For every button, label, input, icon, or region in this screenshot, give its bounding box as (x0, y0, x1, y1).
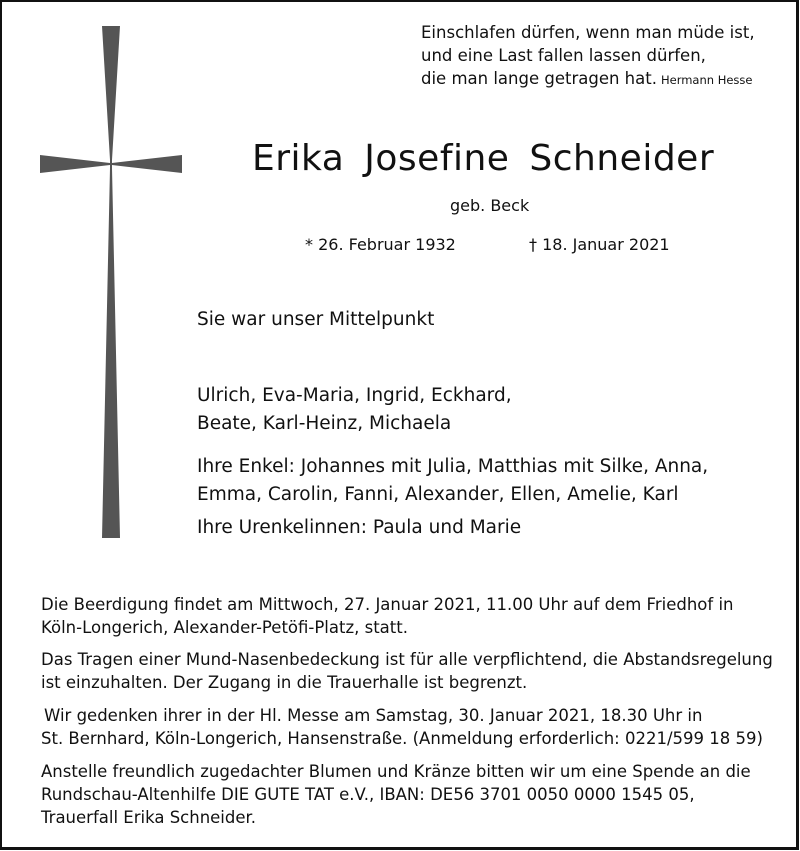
children-line: Beate, Karl-Heinz, Michaela (197, 413, 452, 434)
mask-line: ist einzuhalten. Der Zugang in die Trauerhalle ist begrenzt. (41, 673, 528, 692)
children-line: Ulrich, Eva-Maria, Ingrid, Eckhard, (197, 385, 512, 406)
quote-block (421, 21, 755, 92)
cross-icon (40, 26, 184, 538)
children-list (197, 382, 512, 438)
quote-line: Einschlafen dürfen, wenn man müde ist, (421, 23, 755, 42)
donation-line: Anstelle freundlich zugedachter Blumen und Kränze bitten wir um eine Spende an die (41, 762, 751, 781)
funeral-line: Köln-Longerich, Alexander-Petöfi-Platz, statt. (41, 618, 408, 637)
funeral-notice (41, 593, 734, 639)
donation-line: Trauerfall Erika Schneider. (41, 808, 257, 827)
mass-line: St. Bernhard, Köln-Longerich, Hansenstraße. (Anmeldung erforderlich: 0221/599 18 59) (41, 729, 763, 748)
donation-notice (41, 760, 751, 829)
birth-date: * 26. Februar 1932 (305, 235, 456, 254)
birth-name: geb. Beck (450, 196, 530, 215)
donation-line: Rundschau-Altenhilfe DIE GUTE TAT e.V., IBAN: DE56 3701 0050 0000 1545 05, (41, 785, 695, 804)
quote-line: und eine Last fallen lassen dürfen, (421, 46, 706, 65)
mask-line: Das Tragen einer Mund-Nasenbedeckung ist für alle verpflichtend, die Abstandsregelung (41, 650, 773, 669)
great-grandchildren: Ihre Urenkelinnen: Paula und Marie (197, 517, 522, 538)
grandchildren-line: Emma, Carolin, Fanni, Alexander, Ellen, Amelie, Karl (197, 484, 679, 505)
mass-line: Wir gedenken ihrer in der Hl. Messe am Samstag, 30. Januar 2021, 18.30 Uhr in (44, 706, 703, 725)
quote-line: die man lange getragen hat. (421, 69, 657, 88)
grandchildren-list (197, 453, 708, 509)
deceased-name: Erika Josefine Schneider (252, 138, 715, 179)
quote-author: Hermann Hesse (660, 73, 753, 87)
funeral-line: Die Beerdigung findet am Mittwoch, 27. Januar 2021, 11.00 Uhr auf dem Friedhof in (41, 595, 734, 614)
death-date: † 18. Januar 2021 (529, 235, 670, 254)
grandchildren-line: Ihre Enkel: Johannes mit Julia, Matthias mit Silke, Anna, (197, 456, 709, 477)
tribute-text: Sie war unser Mittelpunkt (197, 309, 435, 330)
mass-notice (41, 704, 763, 750)
mask-notice (41, 648, 773, 694)
